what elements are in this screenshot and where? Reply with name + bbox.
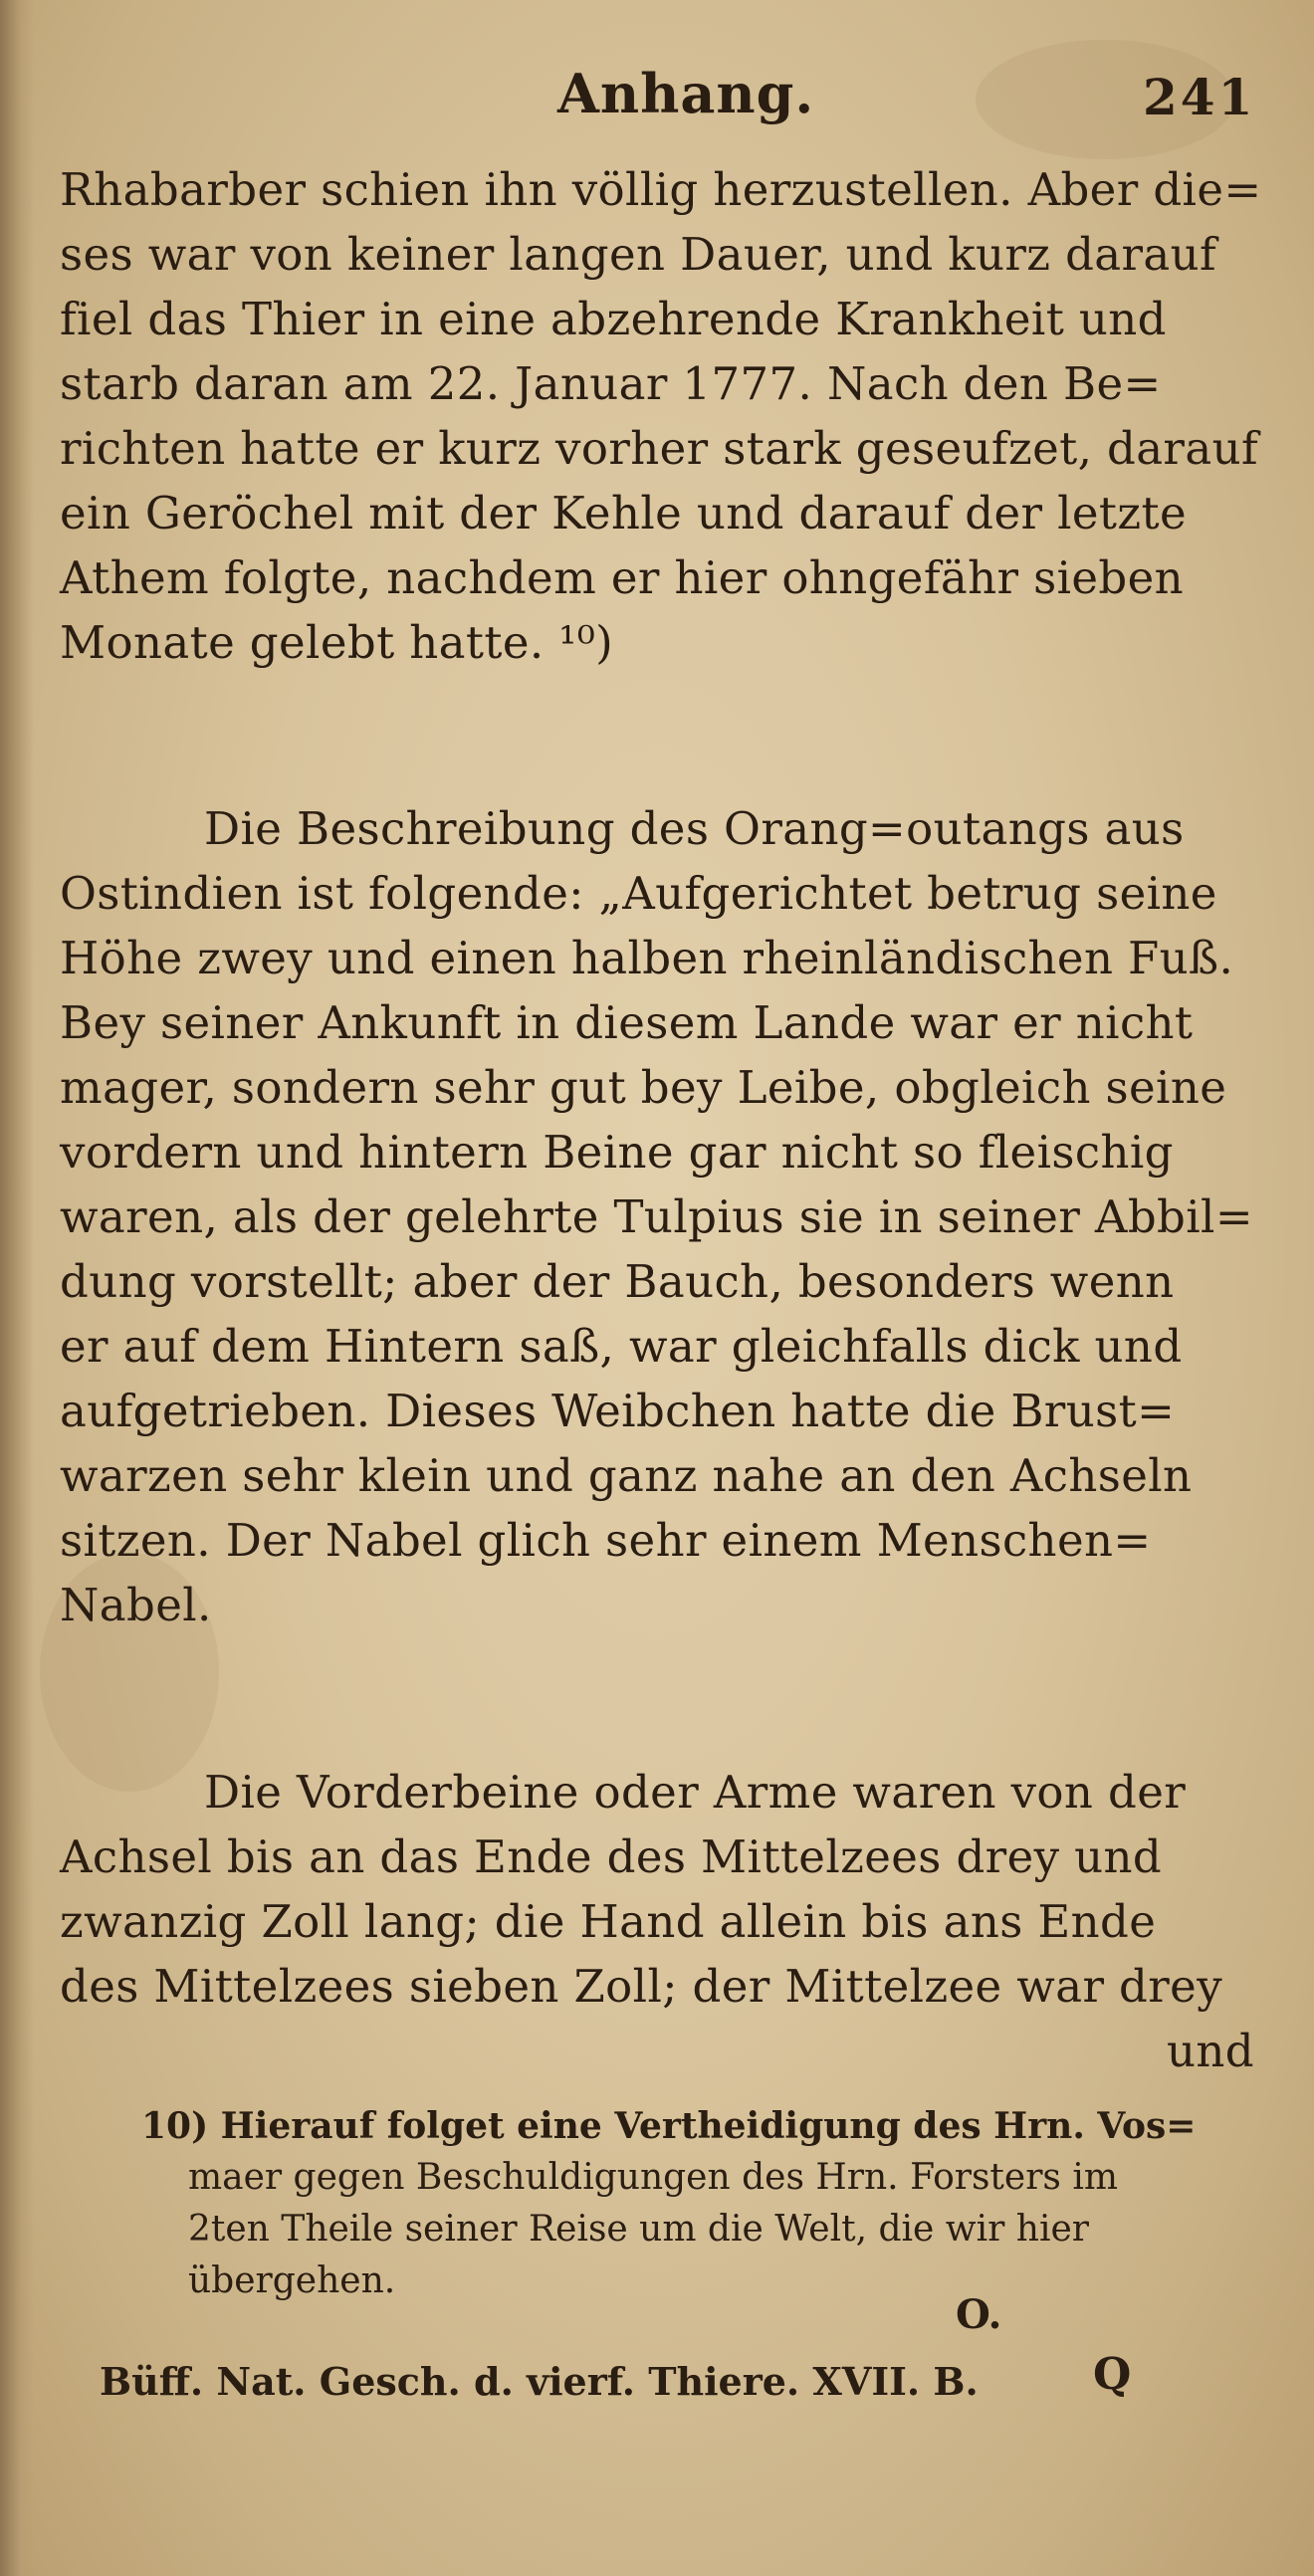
text-line: dung vorstellt; aber der Bauch, besonders wenn xyxy=(60,1255,1175,1308)
text-line: Ostindien ist folgende: „Aufgerichtet betrug seine xyxy=(60,867,1217,920)
paragraph-3 xyxy=(60,1760,1254,2083)
paragraph-1 xyxy=(60,157,1262,675)
footnote-line: maer gegen Beschuldigungen des Hrn. Forsters im xyxy=(188,2157,1118,2198)
text-line: Die Vorderbeine oder Arme waren von der xyxy=(204,1766,1187,1819)
text-line: Rhabarber schien ihn völlig herzustellen. Aber die= xyxy=(60,163,1262,216)
text-line: vordern und hintern Beine gar nicht so fleischig xyxy=(60,1126,1174,1179)
text-line: Die Beschreibung des Orang=outangs aus xyxy=(204,802,1185,855)
page-number: 241 xyxy=(1143,68,1256,126)
text-line: sitzen. Der Nabel glich sehr einem Menschen= xyxy=(60,1514,1152,1567)
text-line: waren, als der gelehrte Tulpius sie in seiner Abbil= xyxy=(60,1190,1253,1243)
text-line: Athem folgte, nachdem er hier ohngefähr sieben xyxy=(60,551,1185,604)
text-line: aufgetrieben. Dieses Weibchen hatte die Brust= xyxy=(60,1385,1176,1437)
text-line: warzen sehr klein und ganz nahe an den Achseln xyxy=(60,1449,1193,1502)
page-edge-shadow xyxy=(0,0,34,2576)
text-line: ses war von keiner langen Dauer, und kurz darauf xyxy=(60,228,1217,281)
paragraph-gap xyxy=(60,675,1254,796)
body-text xyxy=(60,157,1262,2083)
text-line: Höhe zwey und einen halben rheinländischen Fuß. xyxy=(60,932,1234,984)
text-line: ein Geröchel mit der Kehle und darauf der letzte xyxy=(60,487,1188,539)
footnote xyxy=(141,2100,1246,2307)
text-line: Bey seiner Ankunft in diesem Lande war er nicht xyxy=(60,996,1194,1049)
text-line: Monate gelebt hatte. ¹⁰) xyxy=(60,616,614,669)
paragraph-gap xyxy=(60,1637,1254,1760)
footnote-line: 10) Hierauf folget eine Vertheidigung des Hrn. Vos= xyxy=(141,2105,1197,2147)
running-head: Anhang. xyxy=(557,62,815,125)
signature-line: Büff. Nat. Gesch. d. vierf. Thiere. XVII. B. xyxy=(100,2359,979,2404)
text-line: er auf dem Hintern saß, war gleichfalls dick und xyxy=(60,1320,1183,1373)
catchword: und xyxy=(1167,2025,1254,2077)
text-line: Nabel. xyxy=(60,1579,212,1631)
text-line: des Mittelzees sieben Zoll; der Mittelzee war drey xyxy=(60,1960,1223,2013)
signature-mark: Q xyxy=(1093,2349,1132,2400)
text-line: fiel das Thier in eine abzehrende Krankheit und xyxy=(60,293,1167,345)
paragraph-2 xyxy=(60,796,1254,1637)
page-header xyxy=(0,62,1314,141)
custos: O. xyxy=(956,2291,1002,2338)
text-line: mager, sondern sehr gut bey Leibe, obgleich seine xyxy=(60,1061,1227,1114)
text-line: Achsel bis an das Ende des Mittelzees drey und xyxy=(60,1830,1163,1883)
text-line: starb daran am 22. Januar 1777. Nach den Be= xyxy=(60,357,1162,410)
text-line: richten hatte er kurz vorher stark geseufzet, darauf xyxy=(60,422,1259,475)
footnote-line: übergehen. xyxy=(188,2260,396,2301)
footnote-line: 2ten Theile seiner Reise um die Welt, die wir hier xyxy=(188,2209,1089,2250)
text-line: zwanzig Zoll lang; die Hand allein bis ans Ende xyxy=(60,1895,1157,1948)
